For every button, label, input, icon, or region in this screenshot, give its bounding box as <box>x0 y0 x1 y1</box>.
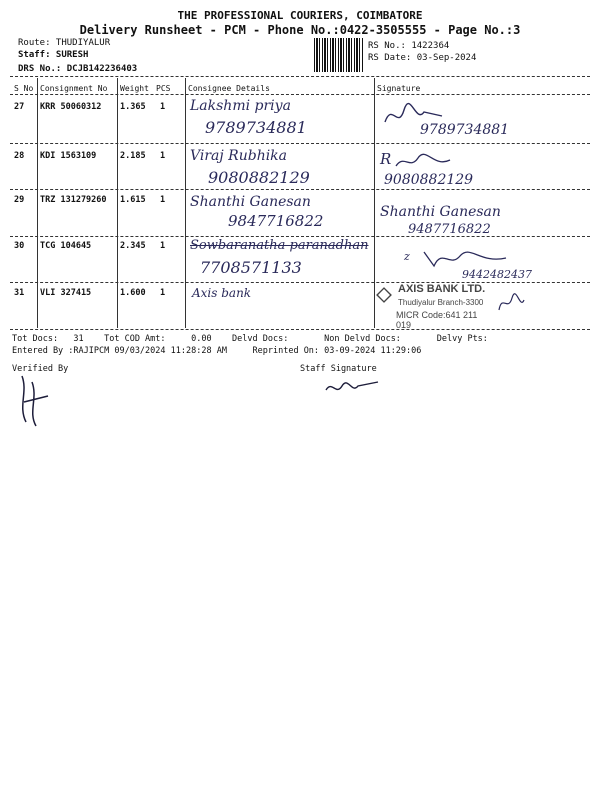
stamp-signature <box>496 292 526 316</box>
signature-initial: R <box>380 150 392 168</box>
column-line <box>374 78 375 328</box>
consignee-phone: 7708571133 <box>200 258 302 277</box>
rs-date: RS Date: 03-Sep-2024 <box>368 53 477 63</box>
header-pcs: PCS <box>156 84 171 93</box>
row-pcs: 1 <box>160 151 166 161</box>
signature-phone: 9080882129 <box>384 172 474 188</box>
row-sno: 30 <box>14 241 25 251</box>
consignee-name: Lakshmi priya <box>190 98 291 114</box>
signature-scribble <box>420 244 510 270</box>
row-weight: 1.600 <box>120 288 146 298</box>
row-consignment: VLI 327415 <box>40 288 92 298</box>
signature-name: Shanthi Ganesan <box>380 204 501 220</box>
consignee-phone: 9789734881 <box>205 118 307 137</box>
header-divider <box>10 94 590 95</box>
verifier-signature <box>14 372 54 428</box>
row-divider <box>10 189 590 190</box>
stamp-line2: Thudiyalur Branch-3300 <box>398 298 484 307</box>
row-sno: 29 <box>14 195 25 205</box>
row-sno: 31 <box>14 288 25 298</box>
signature-phone: 9789734881 <box>420 122 510 138</box>
staff-signature-label: Staff Signature <box>300 364 377 374</box>
row-consignment: KDI 1563109 <box>40 151 97 161</box>
row-weight: 1.615 <box>120 195 146 205</box>
entered-by-line: Entered By :RAJIPCM 09/03/2024 11:28:28 AM Reprinted On: 03-09-2024 11:29:06 <box>12 346 422 356</box>
header-signature: Signature <box>377 84 421 93</box>
signature-phone: 9487716822 <box>408 222 491 237</box>
signature-scribble <box>394 150 454 172</box>
consignee-name: Viraj Rubhika <box>190 148 288 164</box>
row-divider <box>10 143 590 144</box>
row-sno: 28 <box>14 151 25 161</box>
row-sno: 27 <box>14 102 25 112</box>
company-title: THE PROFESSIONAL COURIERS, COIMBATORE <box>177 9 423 22</box>
row-weight: 2.345 <box>120 241 146 251</box>
row-divider <box>10 282 590 283</box>
row-consignment: KRR 50060312 <box>40 102 102 112</box>
table-bottom-divider <box>10 329 590 330</box>
row-weight: 1.365 <box>120 102 146 112</box>
axis-logo-icon <box>376 287 392 303</box>
row-pcs: 1 <box>160 241 166 251</box>
table-top-divider <box>10 76 590 77</box>
header-consignee: Consignee Details <box>188 84 270 93</box>
verified-by-label: Verified By <box>12 364 69 374</box>
signature-phone: 9442482437 <box>462 268 532 281</box>
row-pcs: 1 <box>160 195 166 205</box>
signature-initial: z <box>404 250 410 263</box>
barcode-image <box>314 38 364 72</box>
row-consignment: TCG 104645 <box>40 241 92 251</box>
header-sno: S No <box>14 84 34 93</box>
row-divider <box>10 236 590 237</box>
header-weight: Weight <box>120 84 149 93</box>
row-pcs: 1 <box>160 102 166 112</box>
row-consignment: TRZ 131279260 <box>40 195 107 205</box>
route-label: Route: THUDIYALUR <box>18 38 111 48</box>
stamp-line3: MICR Code:641 211 019 <box>396 310 478 330</box>
row-pcs: 1 <box>160 288 166 298</box>
runsheet-subtitle: Delivery Runsheet - PCM - Phone No.:0422-3505555 - Page No.:3 <box>79 23 521 37</box>
consignee-name: Axis bank <box>192 286 252 300</box>
staff-label: Staff: SURESH <box>18 50 89 60</box>
column-line <box>37 78 38 328</box>
consignee-name: Sowbaranatha paranadhan <box>190 238 369 253</box>
consignee-name: Shanthi Ganesan <box>190 194 311 210</box>
bank-stamp <box>376 283 494 330</box>
column-line <box>185 78 186 328</box>
column-line <box>117 78 118 328</box>
row-weight: 2.185 <box>120 151 146 161</box>
drs-number: DRS No.: DCJB142236403 <box>18 64 138 74</box>
rs-number: RS No.: 1422364 <box>368 41 450 51</box>
consignee-phone: 9080882129 <box>208 168 310 187</box>
stamp-line1: AXIS BANK LTD. <box>398 283 486 295</box>
totals-line: Tot Docs: 31 Tot COD Amt: 0.00 Delvd Docs: Non Delvd Docs: Delvy Pts: <box>12 334 488 344</box>
consignee-phone: 9847716822 <box>228 212 324 230</box>
staff-signature <box>322 376 382 400</box>
header-consignment: Consignment No <box>40 84 108 93</box>
